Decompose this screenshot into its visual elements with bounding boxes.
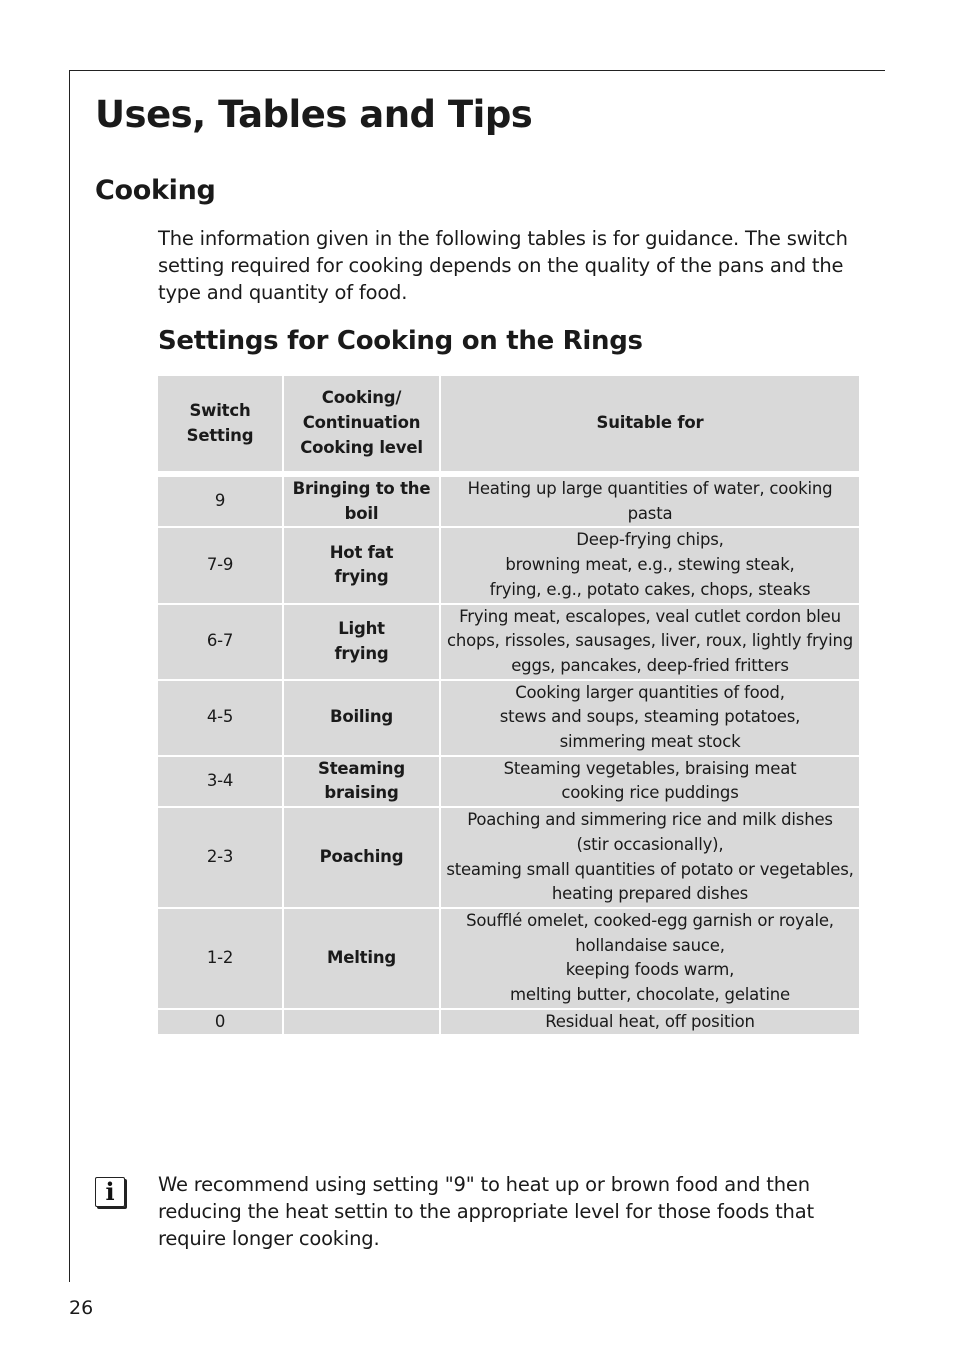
spacer-cell [284, 473, 439, 475]
switch-setting-cell: 1-2 [158, 909, 282, 1008]
suitable-for-cell: Poaching and simmering rice and milk dishes (stir occasionally), steaming small quantities of potato or vegetables, heating prepared dishes [441, 808, 859, 907]
info-icon: i [95, 1177, 125, 1207]
cooking-settings-table [156, 374, 861, 1036]
top-rule [69, 70, 885, 71]
section-heading: Cooking [95, 175, 216, 206]
switch-setting-cell: 6-7 [158, 605, 282, 679]
switch-setting-cell: 2-3 [158, 808, 282, 907]
switch-setting-cell: 0 [158, 1010, 282, 1035]
table-row [158, 909, 859, 1008]
suitable-for-cell: Steaming vegetables, braising meat cooking rice puddings [441, 757, 859, 806]
table-row [158, 605, 859, 679]
spacer-cell [158, 473, 282, 475]
suitable-for-cell: Soufflé omelet, cooked-egg garnish or royale, hollandaise sauce, keeping foods warm, melting butter, chocolate, gelatine [441, 909, 859, 1008]
cooking-level-cell: Light frying [284, 605, 439, 679]
switch-setting-cell: 3-4 [158, 757, 282, 806]
cooking-level-cell: Bringing to the boil [284, 477, 439, 526]
cooking-level-cell: Steaming braising [284, 757, 439, 806]
suitable-for-cell: Cooking larger quantities of food, stews and soups, steaming potatoes, simmering meat stock [441, 681, 859, 755]
cooking-level-cell: Boiling [284, 681, 439, 755]
suitable-for-cell: Heating up large quantities of water, cooking pasta [441, 477, 859, 526]
table-row [158, 1010, 859, 1035]
switch-setting-cell: 7-9 [158, 528, 282, 602]
header-switch-setting: Switch Setting [158, 376, 282, 471]
switch-setting-cell: 4-5 [158, 681, 282, 755]
table-row [158, 681, 859, 755]
note-paragraph: We recommend using setting "9" to heat up or brown food and then reducing the heat settin to the appropriate level for those foods that require longer cooking. [158, 1173, 814, 1250]
intro-paragraph: The information given in the following tables is for guidance. The switch setting required for cooking depends on the quality of the pans and the type and quantity of food. [158, 227, 848, 304]
cooking-level-cell: Hot fat frying [284, 528, 439, 602]
switch-setting-cell: 9 [158, 477, 282, 526]
table-row [158, 808, 859, 907]
table-heading: Settings for Cooking on the Rings [158, 326, 643, 356]
table-header-row [158, 376, 859, 471]
cooking-level-cell: Melting [284, 909, 439, 1008]
cooking-level-cell: Poaching [284, 808, 439, 907]
header-suitable-for: Suitable for [441, 376, 859, 471]
suitable-for-cell: Deep-frying chips, browning meat, e.g., stewing steak, frying, e.g., potato cakes, chops, steaks [441, 528, 859, 602]
header-cooking-level: Cooking/ Continuation Cooking level [284, 376, 439, 471]
page-title: Uses, Tables and Tips [95, 93, 533, 136]
header-spacer-row [158, 473, 859, 475]
table-row [158, 477, 859, 526]
cooking-level-cell [284, 1010, 439, 1035]
page-number: 26 [69, 1297, 94, 1319]
table-body [158, 473, 859, 1034]
table-row [158, 757, 859, 806]
suitable-for-cell: Residual heat, off position [441, 1010, 859, 1035]
suitable-for-cell: Frying meat, escalopes, veal cutlet cordon bleu chops, rissoles, sausages, liver, roux, lightly frying eggs, pancakes, deep-fried fritters [441, 605, 859, 679]
spacer-cell [441, 473, 859, 475]
left-rule [69, 70, 70, 1282]
table-row [158, 528, 859, 602]
